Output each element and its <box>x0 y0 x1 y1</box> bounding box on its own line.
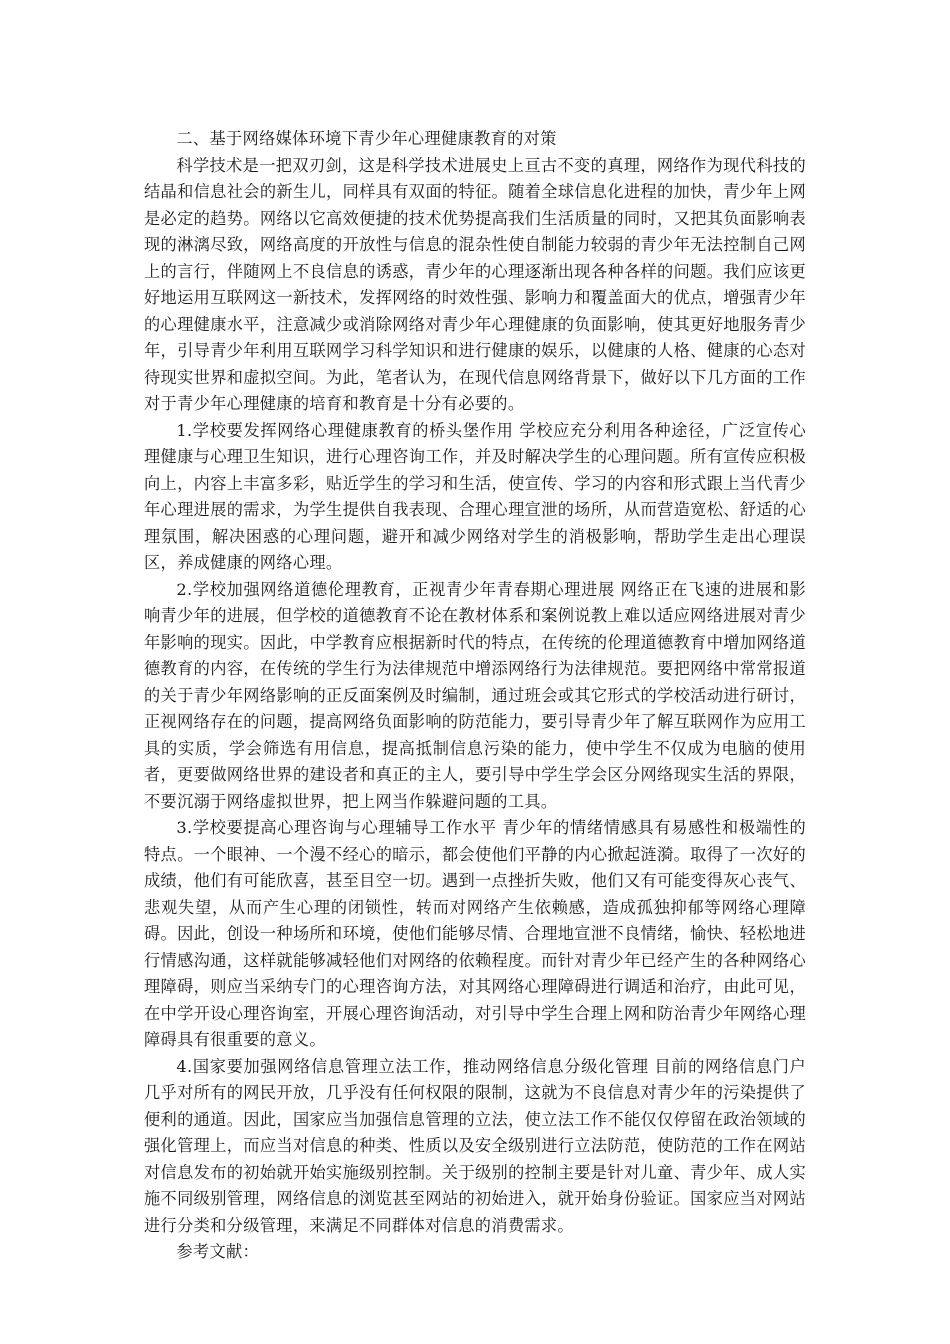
references-label: 参考文献： <box>176 1242 260 1261</box>
paragraph-point-1: 1.学校要发挥网络心理健康教育的桥头堡作用 学校应充分利用各种途径，广泛宣传心理健康与心理卫生知识，进行心理咨询工作，并及时解决学生的心理问题。所有宣传应积极向上，内容上丰富多彩，贴近学生的学习和生活，使宣传、学习的内容和形式跟上当代青少年心理进展的需求，为学生提供自我表现、合理心理宣泄的场所，从而营造宽松、舒适的心理氛围，解决困惑的心理问题，避开和减少网络对学生的消极影响，帮助学生走出心理误区，养成健康的网络心理。 <box>144 420 806 572</box>
paragraph-point-2: 2.学校加强网络道德伦理教育，正视青少年青春期心理进展 网络正在飞速的进展和影响青少年的进展，但学校的道德教育不论在教材体系和案例说教上难以适应网络进展对青少年影响的现实。因此，中学教育应根据新时代的特点，在传统的伦理道德教育中增加网络道德教育的内容，在传统的学生行为法律规范中增添网络行为法律规范。要把网络中常常报道的关于青少年网络影响的正反面案例及时编制，通过班会或其它形式的学校活动进行研讨，正视网络存在的问题，提高网络负面影响的防范能力，要引导青少年了解互联网作为应用工具的实质，学会筛选有用信息，提高抵制信息污染的能力，使中学生不仅成为电脑的使用者，更要做网络世界的建设者和真正的主人，要引导中学生学会区分网络现实生活的界限，不要沉溺于网络虚拟世界，把上网当作躲避问题的工具。 <box>144 579 806 811</box>
document-body <box>144 126 806 1266</box>
paragraph-intro: 科学技术是一把双刃剑，这是科学技术进展史上亘古不变的真理，网络作为现代科技的结晶和信息社会的新生儿，同样具有双面的特征。随着全球信息化进程的加快，青少年上网是必定的趋势。网络以它高效便捷的技术优势提高我们生活质量的同时，又把其负面影响表现的淋漓尽致，网络高度的开放性与信息的混杂性使自制能力较弱的青少年无法控制自己网上的言行，伴随网上不良信息的诱惑，青少年的心理逐渐出现各种各样的问题。我们应该更好地运用互联网这一新技术，发挥网络的时效性强、影响力和覆盖面大的优点，增强青少年的心理健康水平，注意减少或消除网络对青少年心理健康的负面影响，使其更好地服务青少年，引导青少年利用互联网学习科学知识和进行健康的娱乐，以健康的人格、健康的心态对待现实世界和虚拟空间。为此，笔者认为，在现代信息网络背景下，做好以下几方面的工作对于青少年心理健康的培育和教育是十分有必要的。 <box>144 155 806 413</box>
paragraph-point-3: 3.学校要提高心理咨询与心理辅导工作水平 青少年的情绪情感具有易感性和极端性的特点。一个眼神、一个漫不经心的暗示，都会使他们平静的内心掀起涟漪。取得了一次好的成绩，他们有可能欣喜，甚至目空一切。遇到一点挫折失败，他们又有可能变得灰心丧气、悲观失望，从而产生心理的闭锁性，转而对网络产生依赖感，造成孤独抑郁等网络心理障碍。因此，创设一种场所和环境，使他们能够尽情、合理地宣泄不良情绪，愉快、轻松地进行情感沟通，这样就能够减轻他们对网络的依赖程度。而针对青少年已经产生的各种网络心理障碍，则应当采纳专门的心理咨询方法，对其网络心理障碍进行调适和治疗，由此可见，在中学开设心理咨询室，开展心理咨询活动，对引导中学生合理上网和防治青少年网络心理障碍具有很重要的意义。 <box>144 818 806 1049</box>
section-heading: 二、基于网络媒体环境下青少年心理健康教育的对策 <box>176 129 557 148</box>
paragraph-point-4: 4.国家要加强网络信息管理立法工作，推动网络信息分级化管理 目前的网络信息门户几乎对所有的网民开放，几乎没有任何权限的限制，这就为不良信息对青少年的污染提供了便利的通道。因此，国家应当加强信息管理的立法，使立法工作不能仅仅停留在政治领域的强化管理上，而应当对信息的种类、性质以及安全级别进行立法防范，使防范的工作在网站对信息发布的初始就开始实施级别控制。关于级别的控制主要是针对儿童、青少年、成人实施不同级别管理，网络信息的浏览甚至网站的初始进入，就开始身份验证。国家应当对网站进行分类和分级管理，来满足不同群体对信息的消费需求。 <box>144 1056 806 1235</box>
